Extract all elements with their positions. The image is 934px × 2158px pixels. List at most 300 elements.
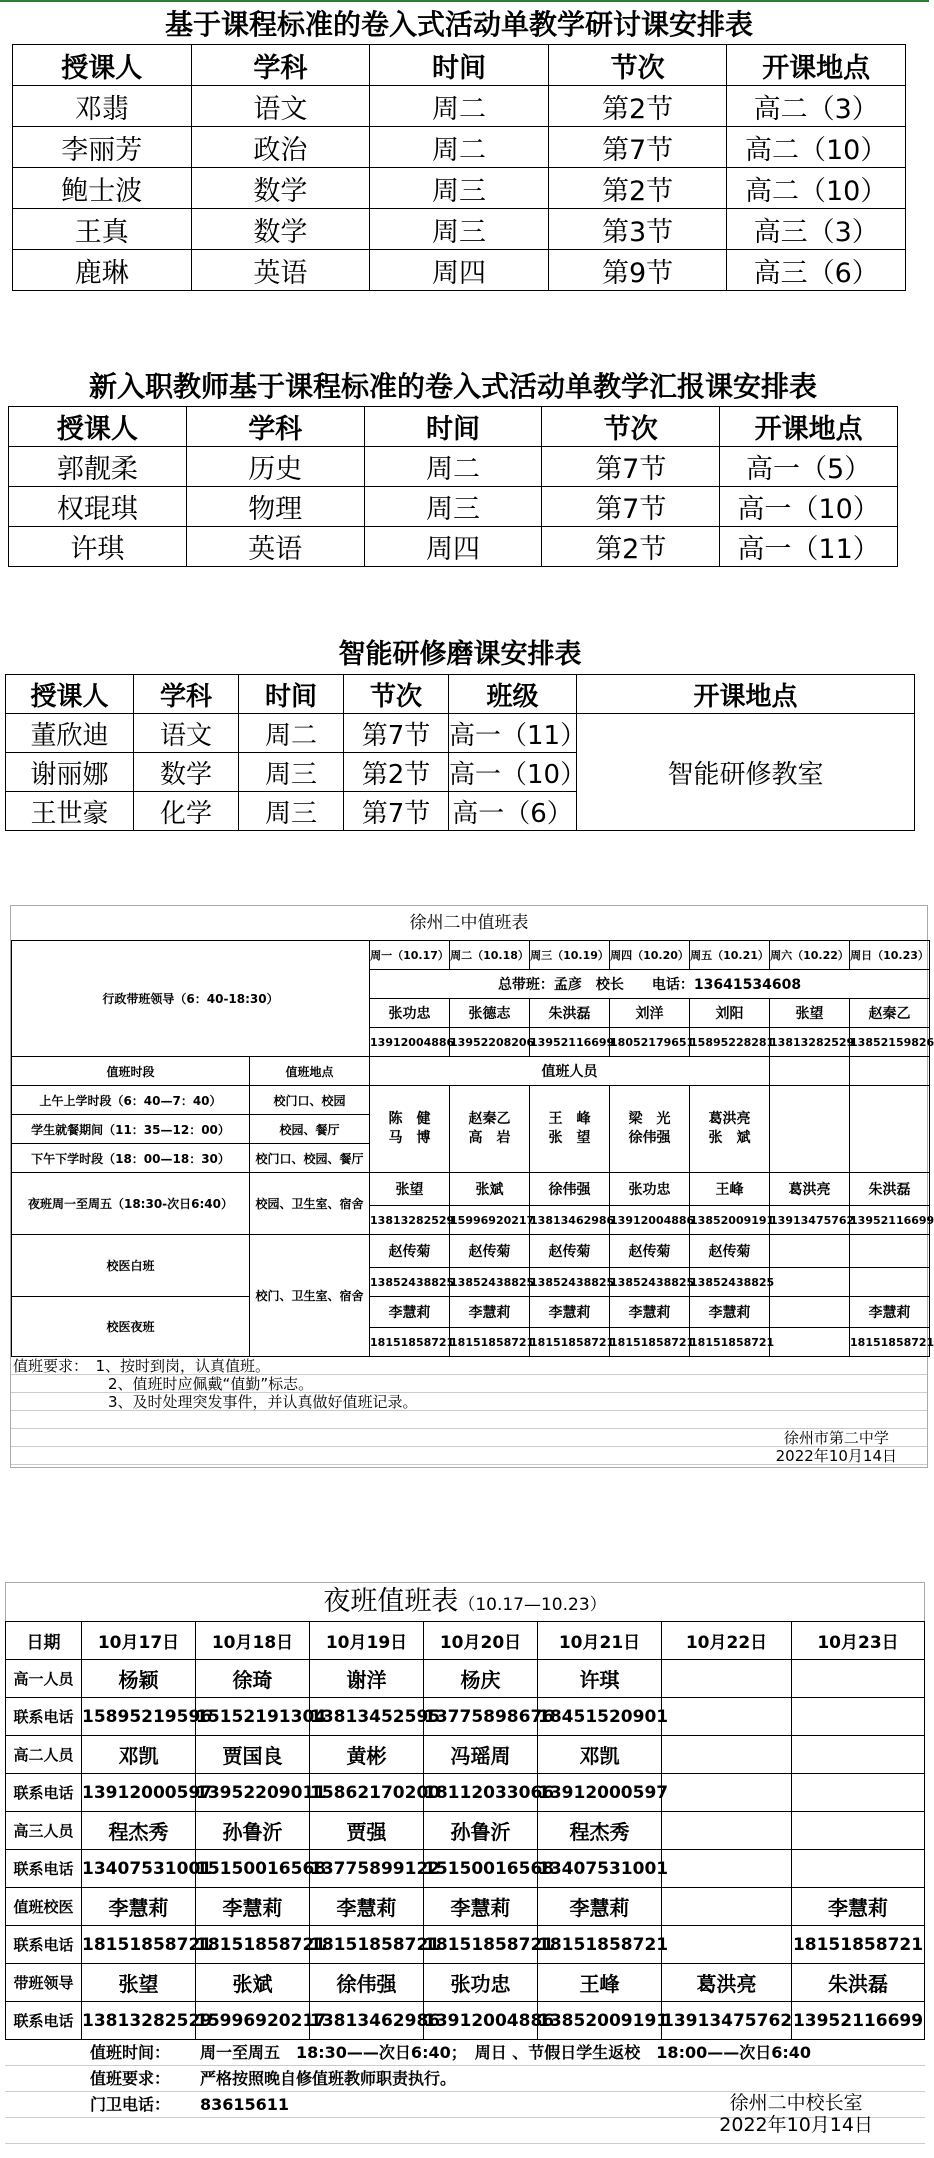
new-teacher-lesson-title: 新入职教师基于课程标准的卷入式活动单教学汇报课安排表: [88, 370, 817, 403]
cell: 高三（6）: [727, 250, 906, 291]
table-row: [6, 2002, 925, 2040]
header-location: 开课地点: [727, 45, 906, 86]
cell: 高二（10）: [727, 127, 906, 168]
cell: 18151858721: [82, 1926, 196, 1964]
cell: [770, 1235, 850, 1268]
cell: 英语: [191, 250, 370, 291]
cell: [662, 1774, 792, 1812]
staff-name: 葛洪亮: [708, 1111, 751, 1127]
cell: 贾强: [310, 1812, 424, 1850]
staff-pair: [610, 1086, 690, 1173]
date-cell: 10月17日: [82, 1622, 196, 1660]
cell: 徐伟强: [530, 1173, 610, 1206]
staff-name: 张 望: [548, 1130, 591, 1146]
cell: 葛洪亮: [662, 1964, 792, 2002]
cell: 第2节: [548, 168, 727, 209]
cell: 13852438825: [610, 1268, 690, 1297]
new-teacher-lesson-table: [8, 406, 898, 567]
cell: 朱洪磊: [792, 1964, 925, 2002]
cell: 赵传菊: [370, 1235, 450, 1268]
cell: [662, 1850, 792, 1888]
cell: [662, 1660, 792, 1698]
table-row: [6, 1774, 925, 1812]
cell: 徐伟强: [310, 1964, 424, 2002]
cell: 高一（5）: [720, 447, 898, 487]
date-cell: 10月23日: [792, 1622, 925, 1660]
location-cell: 智能研修教室: [577, 714, 915, 831]
cell: 13912000597: [538, 1774, 662, 1812]
cell: [792, 1812, 925, 1850]
cell: 谢洋: [310, 1660, 424, 1698]
issuer: 徐州二中校长室: [729, 2092, 863, 2114]
cell: 李慧莉: [196, 1888, 310, 1926]
cell: 13952209011: [196, 1774, 310, 1812]
cell: [850, 1086, 930, 1173]
issue-date: 2022年10月14日: [775, 1447, 897, 1465]
requirement-line: 3、及时处理突发事件，并认真做好值班记录。: [108, 1393, 418, 1411]
header-day: 时间: [239, 675, 344, 714]
cell: 贾国良: [196, 1736, 310, 1774]
night-duty-table: [5, 1621, 925, 2040]
cell: 语文: [191, 86, 370, 127]
cell: 15150016568: [424, 1850, 538, 1888]
duty-roster-footer: [776, 1429, 897, 1465]
date-cell: 10月20日: [424, 1622, 538, 1660]
cell: 邓凯: [82, 1736, 196, 1774]
cell: 周三: [239, 753, 344, 792]
issuer: 徐州市第二中学: [783, 1429, 889, 1447]
table-row: [6, 1660, 925, 1698]
note-phone-label: 门卫电话：: [90, 2095, 171, 2114]
row-label: 值班校医: [6, 1888, 82, 1926]
night-place: 校园、卫生室、宿舍: [250, 1173, 370, 1235]
period-place: 校园、餐厅: [250, 1115, 370, 1144]
cell: 高一（10）: [449, 753, 577, 792]
period-header-row: [12, 1057, 930, 1086]
table-row: [6, 1964, 925, 2002]
cell: 13407531001: [538, 1850, 662, 1888]
cell: 13852009191: [690, 1206, 770, 1235]
cell: 15895219596: [82, 1698, 196, 1736]
header-day: 时间: [370, 45, 549, 86]
cell: 13912000597: [82, 1774, 196, 1812]
doc-day-label: 校医白班: [12, 1235, 250, 1297]
general-leader: 总带班：孟彦 校长 电话：13641534608: [370, 970, 930, 999]
note-req-label: 值班要求：: [90, 2069, 171, 2088]
row-label: 联系电话: [6, 1850, 82, 1888]
table-row: [6, 1926, 925, 1964]
doc-night-label: 校医夜班: [12, 1297, 250, 1357]
cell: 13813462986: [530, 1206, 610, 1235]
doc-place: 校门、卫生室、宿舍: [250, 1235, 370, 1357]
cell: 高二（3）: [727, 86, 906, 127]
note-time: [5, 2040, 925, 2066]
cell: [662, 1812, 792, 1850]
day-thu: 周四（10.20）: [610, 941, 690, 970]
cell: 15152191304: [196, 1698, 310, 1736]
table-header-row: [9, 407, 898, 447]
cell: 赵传菊: [450, 1235, 530, 1268]
cell: 谢丽娜: [6, 753, 134, 792]
cell: 权琨琪: [9, 487, 187, 527]
smart-training-title: 智能研修磨课安排表: [338, 639, 582, 670]
cell: 张斌: [450, 1173, 530, 1206]
cell: 黄彬: [310, 1736, 424, 1774]
table-row: [13, 86, 906, 127]
night-duty-footer: [719, 2092, 873, 2136]
cell: 李慧莉: [530, 1297, 610, 1328]
place-label: 值班地点: [250, 1057, 370, 1086]
table-row: [6, 1698, 925, 1736]
table-row: [6, 1736, 925, 1774]
research-lesson-table: [12, 44, 906, 291]
cell: 政治: [191, 127, 370, 168]
staff-name: 陈 健: [388, 1111, 431, 1127]
header-teacher: 授课人: [6, 675, 134, 714]
cell: 13852009191: [538, 2002, 662, 2040]
cell: [770, 1057, 850, 1086]
cell: 周三: [370, 209, 549, 250]
cell: 13852438825: [370, 1268, 450, 1297]
cell: [792, 1736, 925, 1774]
header-period: 节次: [344, 675, 449, 714]
cell: 鲍士波: [13, 168, 192, 209]
cell: 15862170200: [310, 1774, 424, 1812]
cell: 13912004886: [424, 2002, 538, 2040]
note-phone-value: 83615611: [200, 2095, 290, 2114]
cell: 张望: [770, 999, 850, 1028]
research-lesson-title: 基于课程标准的卷入式活动单教学研讨课安排表: [164, 8, 753, 41]
cell: 18151858721: [850, 1328, 930, 1357]
staff-name: 张 斌: [708, 1130, 751, 1146]
header-location: 开课地点: [577, 675, 915, 714]
cell: 张望: [370, 1173, 450, 1206]
note-time-value: 周一至周五 18:30——次日6:40； 周日 、节假日学生返校 18:00——次日6:40: [200, 2043, 812, 2062]
staff-pair: [530, 1086, 610, 1173]
cell: 邓凯: [538, 1736, 662, 1774]
header-location: 开课地点: [720, 407, 898, 447]
cell: 18151858721: [538, 1926, 662, 1964]
header-class: 班级: [449, 675, 577, 714]
date-cell: 10月18日: [196, 1622, 310, 1660]
note-time-label: 值班时间：: [90, 2043, 171, 2062]
duty-roster-frame: [10, 905, 934, 1468]
cell: 王世豪: [6, 792, 134, 831]
cell: 高一（10）: [720, 487, 898, 527]
cell: 15996920217: [450, 1206, 530, 1235]
cell: 18151858721: [690, 1328, 770, 1357]
research-lesson-section: [12, 6, 906, 291]
table-row: [6, 1888, 925, 1926]
cell: 邓翡: [13, 86, 192, 127]
row-label: 高三人员: [6, 1812, 82, 1850]
cell: 郭靓柔: [9, 447, 187, 487]
cell: 18151858721: [792, 1926, 925, 1964]
cell: 周三: [364, 487, 542, 527]
date-label: 日期: [6, 1622, 82, 1660]
cell: [662, 1698, 792, 1736]
day-sun: 周日（10.23）: [850, 941, 930, 970]
cell: 15895228281: [690, 1028, 770, 1057]
row-label: 高二人员: [6, 1736, 82, 1774]
row-label: 联系电话: [6, 1698, 82, 1736]
staff-name: 王 峰: [548, 1111, 591, 1127]
cell: 朱洪磊: [850, 1173, 930, 1206]
cell: 张功忠: [610, 1173, 690, 1206]
cell: [662, 1926, 792, 1964]
header-teacher: 授课人: [9, 407, 187, 447]
cell: 13775898676: [424, 1698, 538, 1736]
requirement-line: 值班要求： 1、按时到岗，认真值班。: [13, 1357, 271, 1375]
cell: 13952116699: [850, 1206, 930, 1235]
cell: 13852438825: [530, 1268, 610, 1297]
cell: 王真: [13, 209, 192, 250]
table-row: [6, 1812, 925, 1850]
header-subject: 学科: [191, 45, 370, 86]
cell: 冯瑶周: [424, 1736, 538, 1774]
table-header-row: [6, 675, 915, 714]
cell: 周二: [370, 86, 549, 127]
cell: 刘洋: [610, 999, 690, 1028]
cell: 赵秦乙: [850, 999, 930, 1028]
cell: 徐琦: [196, 1660, 310, 1698]
period-time: 上午上学时段（6：40—7：40）: [12, 1086, 250, 1115]
smart-training-table: [5, 674, 915, 831]
cell: 数学: [134, 753, 239, 792]
cell: 13952116699: [530, 1028, 610, 1057]
cell: 13407531001: [82, 1850, 196, 1888]
header-subject: 学科: [186, 407, 364, 447]
cell: 第9节: [548, 250, 727, 291]
cell: 第2节: [542, 527, 720, 567]
period-place: 校门口、校园: [250, 1086, 370, 1115]
table-row: [13, 127, 906, 168]
cell: 第2节: [344, 753, 449, 792]
day-sat: 周六（10.22）: [770, 941, 850, 970]
cell: 李慧莉: [792, 1888, 925, 1926]
table-row: [6, 714, 915, 753]
cell: 张德志: [450, 999, 530, 1028]
header-period: 节次: [542, 407, 720, 447]
staff-label: 值班人员: [370, 1057, 770, 1086]
date-cell: 10月22日: [662, 1622, 792, 1660]
table-row: [6, 1850, 925, 1888]
cell: 18151858721: [196, 1926, 310, 1964]
period-row: [12, 1086, 930, 1115]
cell: 李慧莉: [538, 1888, 662, 1926]
doc-day-name-row: [12, 1235, 930, 1268]
cell: 李慧莉: [690, 1297, 770, 1328]
cell: 张功忠: [424, 1964, 538, 2002]
period-label: 值班时段: [12, 1057, 250, 1086]
issue-date: 2022年10月14日: [719, 2114, 873, 2136]
duty-roster-title: 徐州二中值班表: [409, 913, 529, 933]
table-header-row: [13, 45, 906, 86]
cell: 周二: [239, 714, 344, 753]
cell: 高一（11）: [720, 527, 898, 567]
date-row: [6, 1622, 925, 1660]
staff-name: 高 岩: [468, 1130, 511, 1146]
cell: 18151858721: [530, 1328, 610, 1357]
cell: 13952208206: [450, 1028, 530, 1057]
cell: 程杰秀: [538, 1812, 662, 1850]
duty-roster-table: [11, 940, 934, 1357]
cell: 周二: [370, 127, 549, 168]
cell: 周三: [239, 792, 344, 831]
cell: 李慧莉: [450, 1297, 530, 1328]
cell: 李慧莉: [82, 1888, 196, 1926]
table-row: [13, 168, 906, 209]
cell: 第2节: [548, 86, 727, 127]
cell: 杨颖: [82, 1660, 196, 1698]
requirement-line: 2、值班时应佩戴“值勤”标志。: [108, 1375, 314, 1393]
staff-name: 梁 光: [628, 1111, 671, 1127]
cell: [792, 1850, 925, 1888]
duty-requirements: [11, 1357, 927, 1467]
table-row: [9, 487, 898, 527]
cell: [770, 1086, 850, 1173]
cell: 孙鲁沂: [196, 1812, 310, 1850]
cell: 王峰: [690, 1173, 770, 1206]
period-time: 下午下学时段（18：00—18：30）: [12, 1144, 250, 1173]
cell: 语文: [134, 714, 239, 753]
cell: 第7节: [542, 447, 720, 487]
cell: 张斌: [196, 1964, 310, 2002]
night-duty-section: [5, 1582, 925, 2158]
cell: 13813282529: [770, 1028, 850, 1057]
day-wed: 周三（10.19）: [530, 941, 610, 970]
row-label: 联系电话: [6, 1774, 82, 1812]
doc-night-name-row: [12, 1297, 930, 1328]
cell: 周二: [364, 447, 542, 487]
staff-pair: [690, 1086, 770, 1173]
cell: [770, 1297, 850, 1328]
table-row: [9, 447, 898, 487]
cell: 王峰: [538, 1964, 662, 2002]
date-cell: 10月21日: [538, 1622, 662, 1660]
cell: 18151858721: [310, 1926, 424, 1964]
note-req-value: 严格按照晚自修值班教师职责执行。: [200, 2069, 457, 2088]
cell: 18151858721: [424, 1926, 538, 1964]
smart-training-section: [5, 636, 915, 831]
cell: 李慧莉: [424, 1888, 538, 1926]
cell: 第3节: [548, 209, 727, 250]
cell: 数学: [191, 168, 370, 209]
cell: 13852159826: [850, 1028, 930, 1057]
cell: 李慧莉: [370, 1297, 450, 1328]
leader-label: 行政带班领导（6：40-18:30）: [12, 941, 370, 1057]
cell: 18451520901: [538, 1698, 662, 1736]
row-label: 高一人员: [6, 1660, 82, 1698]
cell: 英语: [186, 527, 364, 567]
cell: 13813452595: [310, 1698, 424, 1736]
cell: 13852438825: [450, 1268, 530, 1297]
cell: 高二（10）: [727, 168, 906, 209]
cell: 董欣迪: [6, 714, 134, 753]
cell: 18151858721: [610, 1328, 690, 1357]
day-mon: 周一（10.17）: [370, 941, 450, 970]
cell: 张望: [82, 1964, 196, 2002]
staff-pair: [370, 1086, 450, 1173]
cell: 赵传菊: [610, 1235, 690, 1268]
table-row: [13, 250, 906, 291]
staff-name: 赵秦乙: [468, 1111, 511, 1127]
cell: 李慧莉: [310, 1888, 424, 1926]
night-duty-notes: [5, 2040, 925, 2158]
period-place: 校门口、校园、餐厅: [250, 1144, 370, 1173]
note-requirement: [5, 2066, 925, 2092]
cell: 许琪: [9, 527, 187, 567]
cell: 13952116699: [792, 2002, 925, 2040]
cell: 15150016568: [196, 1850, 310, 1888]
night-duty-title: [5, 1582, 925, 1621]
cell: 李慧莉: [850, 1297, 930, 1328]
cell: 葛洪亮: [770, 1173, 850, 1206]
cell: 历史: [186, 447, 364, 487]
cell: [770, 1268, 850, 1297]
cell: 第7节: [344, 792, 449, 831]
day-tue: 周二（10.18）: [450, 941, 530, 970]
header-period: 节次: [548, 45, 727, 86]
night-duty-title-main: 夜班值班表: [323, 1586, 459, 1617]
night-duty-title-range: （10.17—10.23）: [458, 1595, 607, 1615]
date-cell: 10月19日: [310, 1622, 424, 1660]
cell: 第7节: [344, 714, 449, 753]
cell: 周四: [364, 527, 542, 567]
cell: 赵传菊: [530, 1235, 610, 1268]
cell: 刘阳: [690, 999, 770, 1028]
cell: 高一（6）: [449, 792, 577, 831]
cell: 杨庆: [424, 1660, 538, 1698]
cell: 第7节: [542, 487, 720, 527]
cell: 孙鲁沂: [424, 1812, 538, 1850]
cell: 李慧莉: [610, 1297, 690, 1328]
cell: [850, 1268, 930, 1297]
cell: 周四: [370, 250, 549, 291]
cell: 周三: [370, 168, 549, 209]
cell: 物理: [186, 487, 364, 527]
row-label: 带班领导: [6, 1964, 82, 2002]
duty-roster-section: [10, 905, 934, 1468]
cell: 朱洪磊: [530, 999, 610, 1028]
cell: 许琪: [538, 1660, 662, 1698]
header-day: 时间: [364, 407, 542, 447]
staff-name: 徐伟强: [628, 1130, 671, 1146]
cell: [850, 1057, 930, 1086]
cell: 13913475762: [662, 2002, 792, 2040]
cell: 15996920217: [196, 2002, 310, 2040]
cell: [850, 1235, 930, 1268]
night-name-row: [12, 1173, 930, 1206]
table-row: [9, 527, 898, 567]
row-label: 联系电话: [6, 1926, 82, 1964]
cell: 18151858721: [370, 1328, 450, 1357]
cell: 13813462986: [310, 2002, 424, 2040]
header-subject: 学科: [134, 675, 239, 714]
cell: 18151858721: [450, 1328, 530, 1357]
staff-name: 马 博: [388, 1130, 431, 1146]
cell: 13813282529: [370, 1206, 450, 1235]
cell: 鹿琳: [13, 250, 192, 291]
period-time: 学生就餐期间（11：35—12：00）: [12, 1115, 250, 1144]
cell: [770, 1328, 850, 1357]
cell: 李丽芳: [13, 127, 192, 168]
cell: 高三（3）: [727, 209, 906, 250]
cell: [792, 1774, 925, 1812]
cell: 13913475762: [770, 1206, 850, 1235]
cell: 13912004886: [610, 1206, 690, 1235]
night-label: 夜班周一至周五（18:30-次日6:40）: [12, 1173, 250, 1235]
